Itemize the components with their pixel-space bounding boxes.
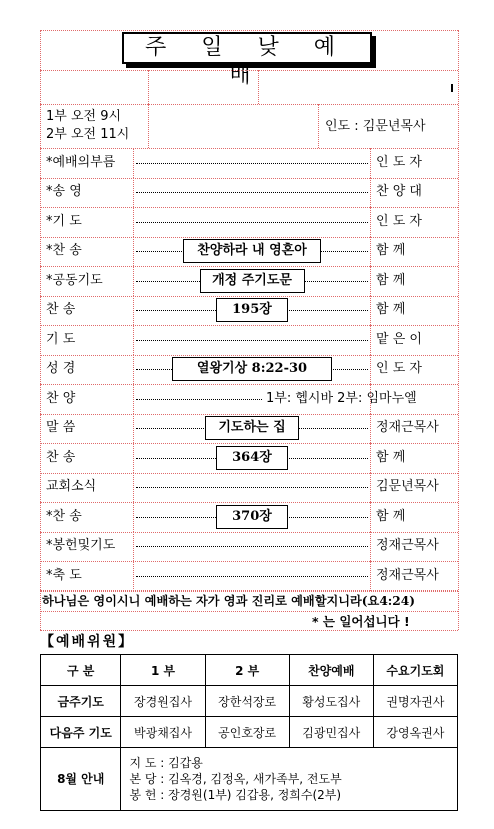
header-wednesday: 수요기도회 bbox=[373, 655, 457, 686]
order-role: 맡 은 이 bbox=[376, 331, 422, 347]
order-role: 찬 양 대 bbox=[376, 184, 422, 200]
table-cell: 권명자권사 bbox=[373, 686, 457, 717]
leader-dots bbox=[136, 163, 368, 164]
divider bbox=[40, 355, 458, 356]
order-item: 370장 bbox=[216, 505, 288, 529]
order-label: 찬 송 bbox=[46, 449, 76, 465]
divider bbox=[40, 590, 458, 591]
order-label: *찬 송 bbox=[46, 508, 82, 524]
leader-dots bbox=[136, 576, 368, 577]
divider bbox=[40, 473, 458, 474]
order-label: *공동기도 bbox=[46, 272, 103, 288]
table-row bbox=[41, 686, 458, 717]
order-label: *기 도 bbox=[46, 213, 82, 229]
order-label: 교회소식 bbox=[46, 479, 97, 495]
divider bbox=[370, 443, 371, 473]
divider bbox=[40, 443, 458, 444]
service-time-first: 1부 오전 9시 bbox=[46, 109, 122, 124]
header-first: 1 부 bbox=[121, 655, 205, 686]
leader-dots bbox=[136, 340, 368, 341]
header-category: 구 분 bbox=[41, 655, 121, 686]
staff-table bbox=[40, 654, 458, 811]
order-item: 개정 주기도문 bbox=[200, 269, 305, 293]
order-label: 기 도 bbox=[46, 331, 76, 347]
divider bbox=[370, 178, 371, 208]
divider bbox=[40, 414, 458, 415]
divider bbox=[370, 561, 371, 591]
order-item: 195장 bbox=[216, 298, 288, 322]
table-cell: 장경원집사 bbox=[121, 686, 205, 717]
divider bbox=[370, 237, 371, 267]
order-label: 말 씀 bbox=[46, 420, 76, 436]
divider bbox=[370, 148, 371, 178]
leader-header: 인도 : 김문년목사 bbox=[325, 119, 426, 134]
divider bbox=[133, 296, 134, 326]
divider bbox=[258, 70, 259, 104]
divider bbox=[133, 561, 134, 591]
order-role: 함 께 bbox=[376, 243, 406, 259]
notice-row bbox=[41, 748, 458, 811]
leader-dots bbox=[136, 222, 368, 223]
frame-top bbox=[40, 30, 458, 31]
divider bbox=[133, 178, 134, 208]
divider bbox=[133, 502, 134, 532]
divider bbox=[40, 630, 458, 631]
order-item: 열왕기상 8:22-30 bbox=[172, 357, 332, 381]
divider bbox=[40, 237, 458, 238]
order-role: 정재근목사 bbox=[376, 420, 439, 436]
leader-dots bbox=[136, 399, 262, 400]
divider bbox=[133, 207, 134, 237]
order-role: 인 도 자 bbox=[376, 361, 422, 377]
divider bbox=[370, 325, 371, 355]
order-role: 인 도 자 bbox=[376, 154, 422, 170]
table-cell: 황성도집사 bbox=[289, 686, 373, 717]
header-praise: 찬양예배 bbox=[289, 655, 373, 686]
divider bbox=[370, 207, 371, 237]
order-role: 함 께 bbox=[376, 449, 406, 465]
order-label: *예배의부름 bbox=[46, 154, 116, 170]
order-item: 기도하는 집 bbox=[205, 416, 299, 440]
divider bbox=[40, 104, 458, 105]
divider bbox=[133, 148, 134, 178]
divider bbox=[133, 414, 134, 444]
divider bbox=[40, 178, 458, 179]
divider bbox=[133, 237, 134, 267]
order-role: 김문년목사 bbox=[376, 479, 439, 495]
divider bbox=[148, 104, 149, 148]
divider bbox=[40, 502, 458, 503]
verse: 하나님은 영이시니 예배하는 자가 영과 진리로 예배할지니라(요4:24) bbox=[42, 594, 416, 608]
table-cell: 공인호장로 bbox=[205, 717, 289, 748]
notice-label: 8월 안내 bbox=[41, 748, 121, 811]
frame-right bbox=[458, 30, 459, 630]
divider bbox=[370, 355, 371, 385]
service-time-second: 2부 오전 11시 bbox=[46, 127, 130, 142]
divider bbox=[370, 473, 371, 503]
order-role: 1부: 헵시바 2부: 임마누엘 bbox=[266, 390, 417, 406]
table-row bbox=[41, 717, 458, 748]
order-role: 함 께 bbox=[376, 272, 406, 288]
divider bbox=[40, 296, 458, 297]
divider bbox=[40, 266, 458, 267]
order-label: *축 도 bbox=[46, 567, 82, 583]
divider bbox=[40, 325, 458, 326]
divider bbox=[40, 207, 458, 208]
table-cell: 박광채집사 bbox=[121, 717, 205, 748]
page-title: 주 일 낮 예 배 bbox=[122, 32, 372, 64]
order-label: *봉헌및기도 bbox=[46, 538, 116, 554]
divider bbox=[40, 70, 458, 71]
order-role: 함 께 bbox=[376, 302, 406, 318]
divider bbox=[133, 473, 134, 503]
divider bbox=[133, 266, 134, 296]
divider bbox=[133, 384, 134, 414]
divider bbox=[370, 266, 371, 296]
divider bbox=[133, 443, 134, 473]
header-second: 2 부 bbox=[205, 655, 289, 686]
divider bbox=[370, 414, 371, 444]
divider bbox=[370, 502, 371, 532]
order-item: 364장 bbox=[216, 446, 288, 470]
divider bbox=[133, 325, 134, 355]
notice-line: 지 도 : 김갑용 bbox=[129, 756, 203, 770]
leader-dots bbox=[136, 192, 368, 193]
order-item: 찬양하라 내 영혼아 bbox=[183, 239, 321, 263]
table-cell: 강영옥권사 bbox=[373, 717, 457, 748]
table-cell: 김광민집사 bbox=[289, 717, 373, 748]
leader-dots bbox=[136, 487, 368, 488]
divider bbox=[40, 532, 458, 533]
notice-line: 본 당 : 김옥경, 김정옥, 새가족부, 전도부 bbox=[129, 772, 342, 786]
table-cell: 장한석장로 bbox=[205, 686, 289, 717]
divider bbox=[148, 70, 149, 104]
stand-note: * 는 일어섭니다 ! bbox=[312, 614, 410, 629]
order-role: 인 도 자 bbox=[376, 213, 422, 229]
order-label: 성 경 bbox=[46, 361, 76, 377]
divider bbox=[40, 148, 458, 149]
divider bbox=[40, 611, 458, 612]
tick-mark bbox=[451, 84, 453, 92]
order-role: 함 께 bbox=[376, 508, 406, 524]
staff-heading: 【예배위원】 bbox=[40, 634, 135, 650]
order-role: 정재근목사 bbox=[376, 567, 439, 583]
order-label: 찬 송 bbox=[46, 302, 76, 318]
divider bbox=[40, 561, 458, 562]
divider bbox=[370, 532, 371, 562]
notice-content bbox=[121, 748, 458, 811]
leader-dots bbox=[136, 546, 368, 547]
order-role: 정재근목사 bbox=[376, 538, 439, 554]
divider bbox=[318, 104, 319, 148]
divider bbox=[40, 384, 458, 385]
row-label: 다음주 기도 bbox=[41, 717, 121, 748]
frame-left bbox=[40, 30, 41, 630]
divider bbox=[133, 355, 134, 385]
divider bbox=[370, 296, 371, 326]
order-label: 찬 양 bbox=[46, 390, 76, 406]
row-label: 금주기도 bbox=[41, 686, 121, 717]
divider bbox=[133, 532, 134, 562]
order-label: *찬 송 bbox=[46, 243, 82, 259]
staff-header-row bbox=[41, 655, 458, 686]
order-label: *송 영 bbox=[46, 184, 82, 200]
notice-line: 봉 헌 : 장경원(1부) 김갑용, 정희수(2부) bbox=[129, 788, 342, 802]
